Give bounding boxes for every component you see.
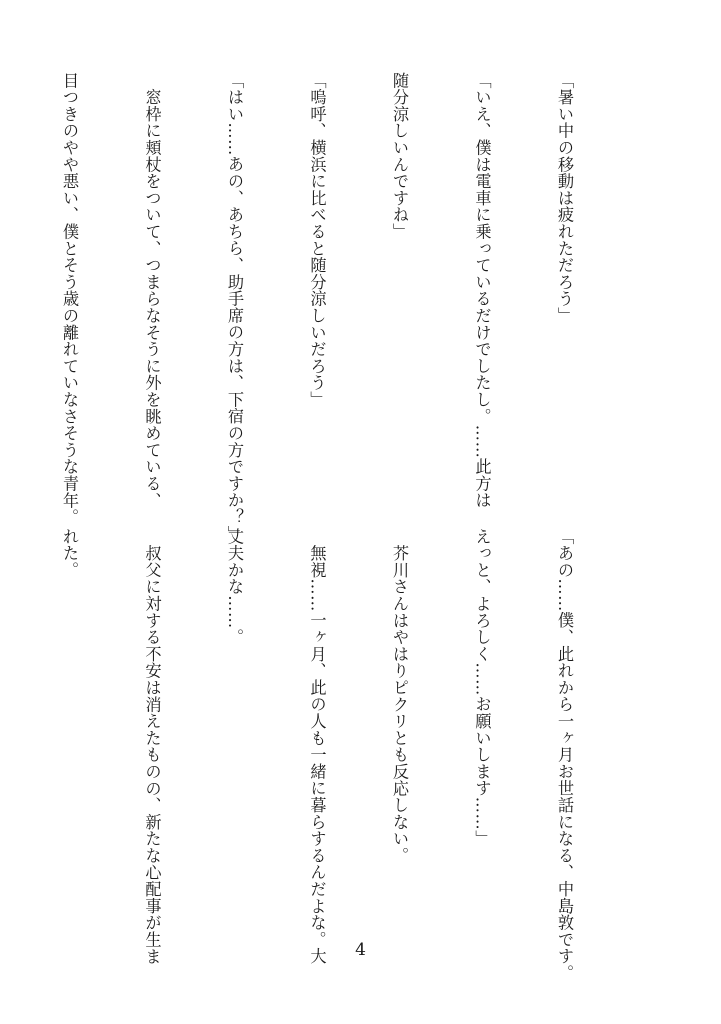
text-line: 「はい……あの、あちら、助手席の方は、下宿の方ですか？」	[225, 72, 244, 543]
text-line: 「あの……僕、此れから一ヶ月お世話になる、中島敦です。	[555, 528, 574, 982]
text-line: 目つきのやや悪い、僕とそう歳の離れていなさそうな青年。	[60, 72, 79, 526]
text-line: 窓枠に頬杖をついて、つまらなそうに外を眺めている、	[142, 72, 162, 509]
text-line: 「いえ、僕は電車に乗っているだけでしたし。……此方は	[472, 72, 492, 509]
text-line: えっと、よろしく……お願いします……」	[472, 528, 492, 848]
lower-text-block	[60, 528, 633, 982]
text-line: 叔父に対する不安は消えたものの、新たな心配事が生ま	[142, 528, 162, 965]
text-line: 随分涼しいんですね」	[390, 72, 409, 240]
upper-text-block	[60, 72, 633, 543]
text-line: 「暑い中の移動は疲れただろう」	[555, 72, 574, 324]
text-line	[0, 528, 1, 948]
text-line: 芥川さんはやはりピクリとも反応しない。	[390, 528, 409, 864]
text-line: れた。	[60, 528, 79, 579]
text-line	[0, 72, 1, 492]
text-line: 「嗚呼、横浜に比べると随分涼しいだろう」	[307, 72, 327, 408]
text-line: 無視……一ヶ月、此の人も一緒に暮らするんだよな。大	[307, 528, 327, 965]
page-number: 4	[355, 940, 366, 960]
text-line: 丈夫かな……。	[225, 528, 244, 646]
